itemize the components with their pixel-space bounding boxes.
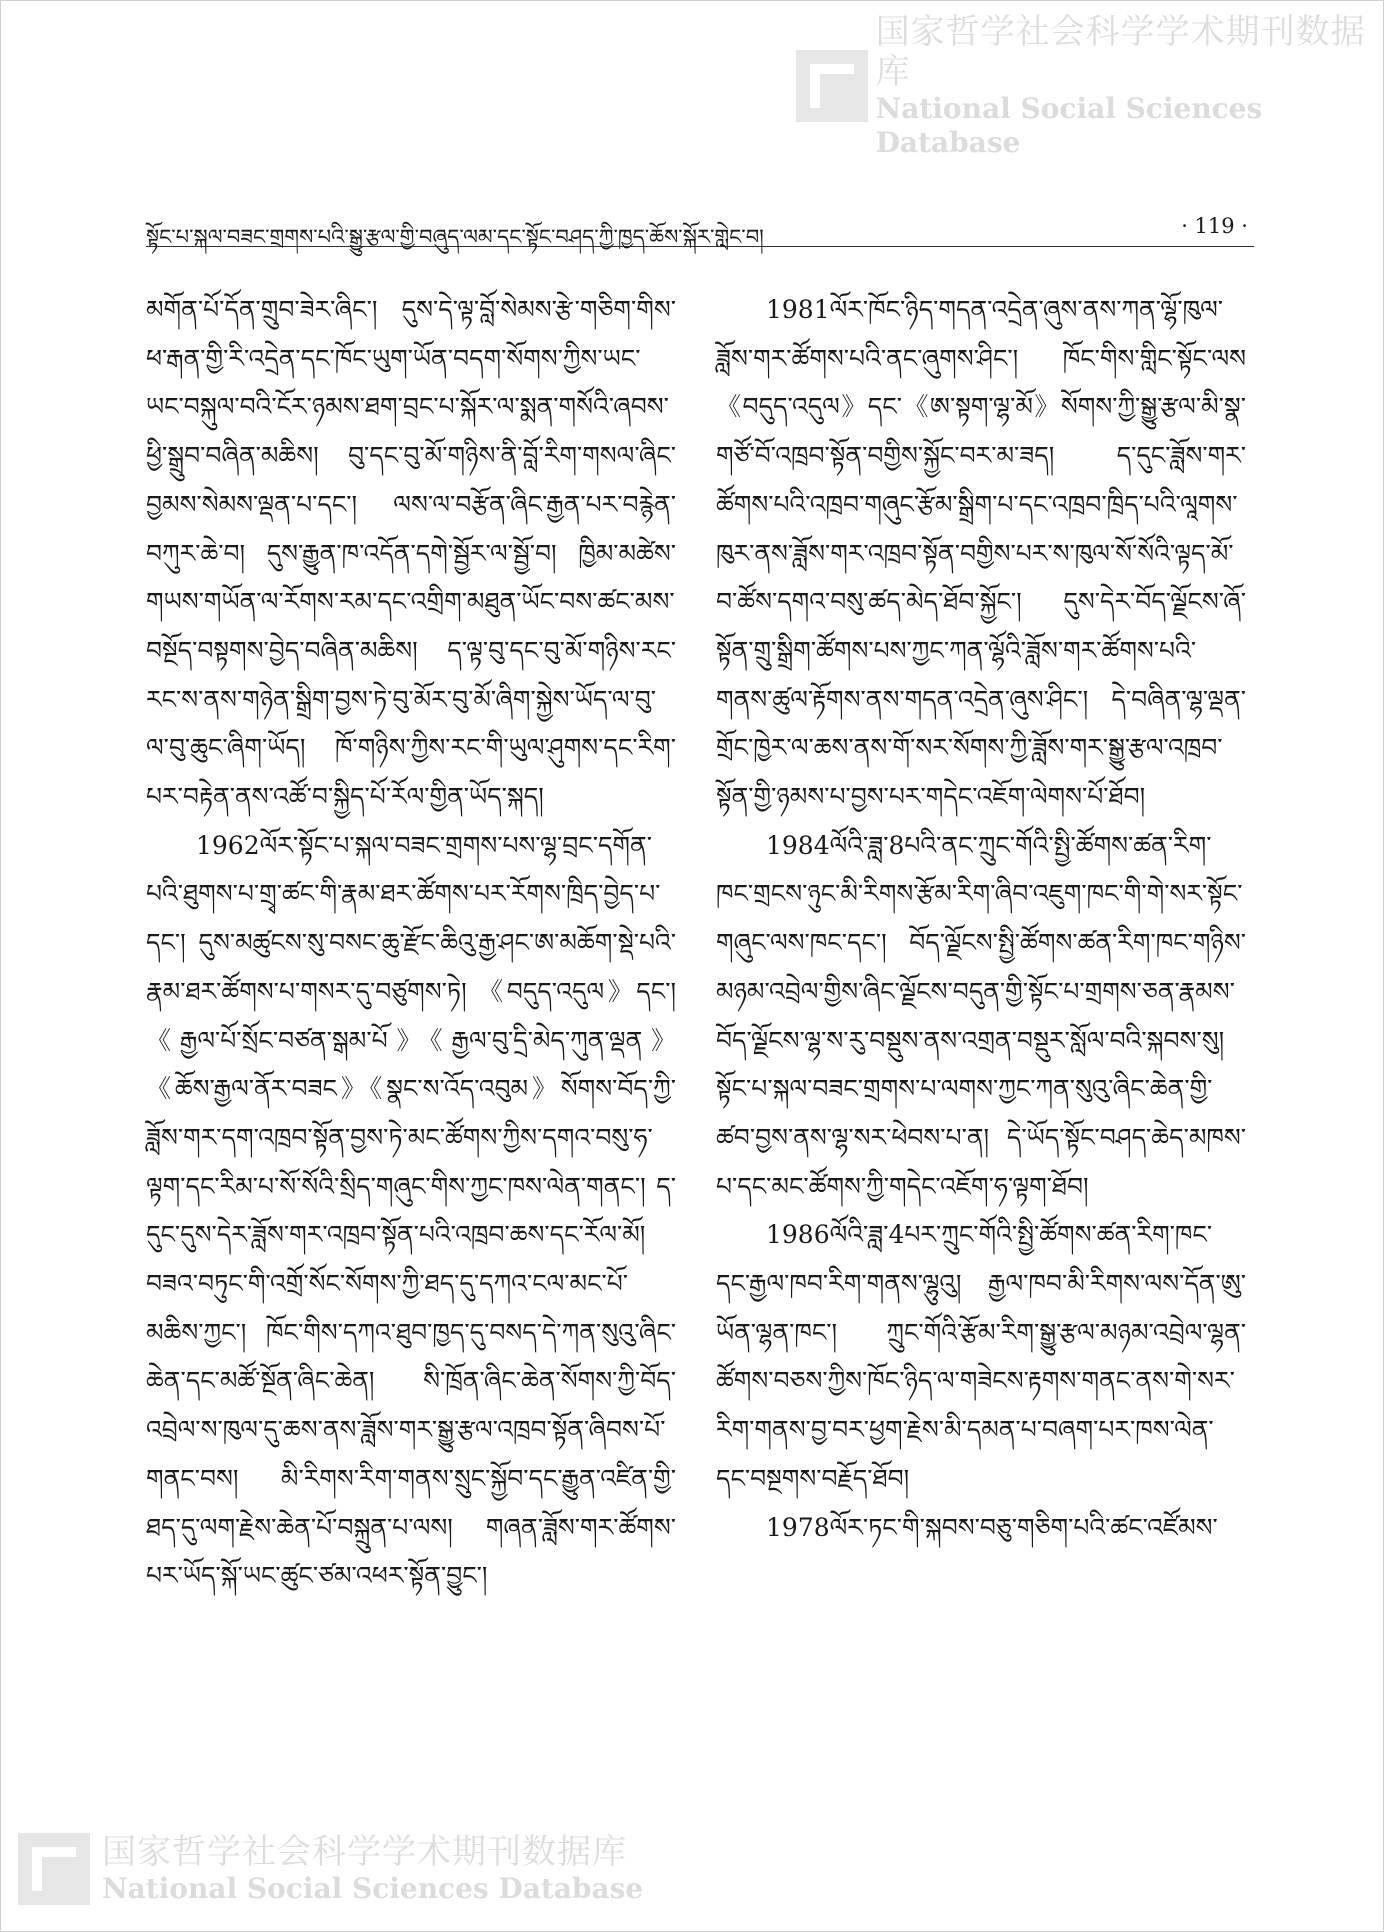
paragraph: 1981ལོར་ཁོང་ཉིད་གདན་འདྲེན་ཞུས་ནས་ཀན་ལྷོ་ཁུལ་ཟློས་གར་ཚོགས་པའི་ནང་ཞུགས་ཤིང་། ཁོང་གིས་གླིང་སྟོང་ལས《བདུད་འདུལ》དང་《ཨ་སྟག་ལྷ་མོ》སོགས་ཀྱི་སྒྱུ་རྩལ་མི་སྣ་གཙོ་བོ་འཁྲབ་སྟོན་བགྱིས་སྐྱོང་བར་མ་ཟད། ད་དུང་ཟློས་གར་ཚོགས་པའི་འཁྲབ་གཞུང་རྩོམ་སྒྲིག་པ་དང་འཁྲབ་ཁྲིད་པའི་ལཱགས་ཁུར་ནས་ཟློས་གར་འཁྲབ་སྟོན་བགྱིས་པར་ས་ཁུལ་སོ་སོའི་ལྟད་མོ་བ་ཚོས་དགའ་བསུ་ཚད་མེད་ཐོབ་སྐྱོང་། དུས་དེར་བོད་ལྗོངས་ཞོ་སྟོན་གྲུ་སྒྲིག་ཚོགས་པས་ཀྱང་ཀན་ལྷོའི་ཟློས་གར་ཚོགས་པའི་གནས་ཚུལ་རྟོགས་ནས་གདན་འདྲེན་ཞུས་ཤིང་། དེ་བཞིན་ལྷ་ལྡན་གྲོང་ཁྱེར་ལ་ཆས་ནས་གོ་སར་སོགས་ཀྱི་ཟློས་གར་སྒྱུ་རྩལ་འཁྲབ་སྟོན་གྱི་ཉམས་པ་བྱས་པར་གདེང་འཇོག་ལེགས་པོ་ཐོབ། — [716, 295, 1246, 812]
paragraph: 1978ལོར་ཏང་གི་སྐབས་བཅུ་གཅིག་པའི་ཚང་འཛོམས་ — [766, 1512, 1218, 1542]
watermark-cn: 国家哲学社会科学学术期刊数据库 — [875, 12, 1366, 92]
watermark-bottom — [18, 1832, 643, 1906]
paragraph: མགོན་པོ་དོན་གྲུབ་ཟེར་ཞིང་། དུས་དེ་ལྟ་བློ་སེམས་རྩེ་གཅིག་གིས་ཕ་རྒན་གྱི་རི་འདྲེན་དང་ཁོང་ཡུག་ཡོན་བདག་སོགས་ཀྱིས་ཡང་ཡང་བསྐུལ་བའི་ངོར་ཉམས་ཐག་བྲང་པ་སྐོར་ལ་སྨན་གསོའི་ཞབས་ཕྱི་སྒྲུབ་བཞིན་མཆིས། བུ་དང་བུ་མོ་གཉིས་ནི་བློ་རིག་གསལ་ཞིང་བྱམས་སེམས་ལྡན་པ་དང་། ལས་ལ་བརྩོན་ཞིང་རྒྱན་པར་བརྙེན་བཀུར་ཆེ་བ། དུས་རྒྱུན་ཁ་འདོན་དགེ་སྦྱོར་ལ་སྦྱོ་བ། ཁྱིམ་མཚེས་གཡས་གཡོན་ལ་རོགས་རམ་དང་འགྲིག་མཐུན་ཡོང་བས་ཚང་མས་བསྔོད་བསྟགས་བྱེད་བཞིན་མཆིས། ད་ལྟ་བུ་དང་བུ་མོ་གཉིས་རང་རང་ས་ནས་གཉེན་སྒྲིག་བྱས་ཏེ་བུ་མོར་བུ་མོ་ཞིག་སྐྱེས་ཡོད་ལ་བུ་ལ་བུ་ཆུང་ཞིག་ཡོད། ཁོ་གཉིས་ཀྱིས་རང་གི་ཡུལ་ཤུགས་དང་རིག་པར་བརྟེན་ནས་འཚོ་བ་སྐྱིད་པོ་རོལ་གྱིན་ཡོད་སྐད། — [146, 295, 676, 812]
watermark-cn: 国家哲学社会科学学术期刊数据库 — [102, 1832, 627, 1872]
database-logo-icon — [796, 50, 864, 122]
paragraph: 1986ལོའི་ཟླ་4པར་ཀྲུང་གོའི་སྤྱི་ཚོགས་ཚན་རིག་ཁང་དང་རྒྱལ་ཁབ་རིག་གནས་ལྷུའུ། རྒྱལ་ཁབ་མི་རིགས་ལས་དོན་ཨུ་ཡོན་ལྷན་ཁང་། ཀྲུང་གོའི་རྩོམ་རིག་སྒྱུ་རྩལ་མཉམ་འབྲེལ་ལྷན་ཚོགས་བཅས་ཀྱིས་ཁོང་ཉིད་ལ་གཟེངས་རྟགས་གནང་ནས་གེ་སར་རིག་གནས་བྱ་བར་ཕྱག་རྗེས་མི་དམན་པ་བཞག་པར་ཁས་ལེན་དང་བསྔགས་བརྗོད་ཐོབ། — [716, 1220, 1246, 1493]
running-title: སྟོང་པ་སྐལ་བཟང་གྲགས་པའི་སྒྱུ་རྩལ་གྱི་བཞུད་ལམ་དང་སྟོང་བཤད་ཀྱི་ཁྱད་ཆོས་སྐོར་གླེང་བ། — [146, 225, 764, 249]
right-column — [716, 286, 1246, 1552]
left-column — [146, 286, 676, 1601]
paragraph: 1984ལོའི་ཟླ་8པའི་ནང་ཀྲུང་གོའི་སྤྱི་ཚོགས་ཚན་རིག་ཁང་གྲངས་ཉུང་མི་རིགས་རྩོམ་རིག་ཞིབ་འཇུག་ཁང་གི་གེ་སར་སྟོང་གཞུང་ལས་ཁང་དང་། བོད་ལྗོངས་སྤྱི་ཚོགས་ཚན་རིག་ཁང་གཉིས་མཉམ་འབྲེལ་གྱིས་ཞིང་ལྗོངས་བདུན་གྱི་སྟོང་པ་གྲགས་ཅན་རྣམས་བོད་ལྗོངས་ལྷ་ས་རུ་བསྡུས་ནས་འགྲན་བསྡུར་སློལ་བའི་སྐབས་སུ། སྟོང་པ་སྐལ་བཟང་གྲགས་པ་ལགས་ཀྱང་ཀན་སུའུ་ཞིང་ཆེན་གྱི་ཚབ་བྱས་ནས་ལྷ་སར་ཕེབས་པ་ན། དེ་ཡོད་སྟོང་བཤད་ཆེད་མཁས་པ་དང་མང་ཚོགས་ཀྱི་གདེང་འཇོག་ཧ་ལྟག་ཐོབ། — [716, 830, 1246, 1201]
watermark-en: National Social Sciences Database — [102, 1872, 644, 1905]
watermark-top — [796, 12, 1384, 160]
paragraph: 1962ལོར་སྟོང་པ་སྐལ་བཟང་གྲགས་པས་ལྷ་བྲང་དགོན་པའི་ཐུགས་པ་གྲྭ་ཚང་གི་རྣམ་ཐར་ཚོགས་པར་རོགས་ཁྲིད་བྱེད་པ་དང་། དུས་མཚུངས་སུ་བསང་ཆུ་རྫོང་ཆིའུ་རྒྱ་ཤང་ཨ་མཆོག་སྡེ་པའི་རྣམ་ཐར་ཚོགས་པ་གསར་དུ་བཙུགས་ཏེ། 《བདུད་འདུལ》དང་། 《རྒྱལ་པོ་སྲོང་བཙན་སྒམ་པོ》《རྒྱལ་བུ་དྲི་མེད་ཀུན་ལྡན》《ཆོས་རྒྱལ་ནོར་བཟང》《སྣང་ས་འོད་འབུམ》སོགས་བོད་ཀྱི་ཟློས་གར་དག་འཁྲབ་སྟོན་བྱས་ཏེ་མང་ཚོགས་ཀྱིས་དགའ་བསུ་ཧ་ལྟག་དང་རིམ་པ་སོ་སོའི་སྲིད་གཞུང་གིས་ཀྱང་ཁས་ལེན་གནང་། ད་དུང་དུས་དེར་ཟློས་གར་འཁྲབ་སྟོན་པའི་འཁྲབ་ཆས་དང་རོལ་མོ། བཟའ་བཏུང་གི་འགྲོ་སོང་སོགས་ཀྱི་ཐད་དུ་དཀའ་ངལ་མང་པོ་མཆིས་ཀྱང་། ཁོང་གིས་དཀའ་ཐུབ་ཁྱད་དུ་བསད་དེ་ཀན་སུའུ་ཞིང་ཆེན་དང་མཚོ་སྔོན་ཞིང་ཆེན། སི་ཁྲོན་ཞིང་ཆེན་སོགས་ཀྱི་བོད་འབྲེལ་ས་ཁུལ་དུ་ཆས་ནས་ཟློས་གར་སྒྱུ་རྩལ་འཁྲབ་སྟོན་ཞིབས་པོ་གནང་བས། མི་རིགས་རིག་གནས་སྲུང་སྐྱོབ་དང་རྒྱུན་འཛིན་གྱི་ཐད་དུ་ལག་རྗེས་ཆེན་པོ་བསྐྲུན་པ་ལས། གཞན་ཟློས་གར་ཚོགས་པར་ཡོད་སྐོ་ཡང་ཚུང་ཙམ་འཕར་སྟོན་བྱུང་། — [146, 830, 676, 1591]
running-header — [146, 208, 1254, 247]
page-number: · 119 · — [1181, 214, 1248, 238]
watermark-en: National Social Sciences Database — [875, 92, 1263, 159]
database-logo-icon — [18, 1833, 90, 1905]
